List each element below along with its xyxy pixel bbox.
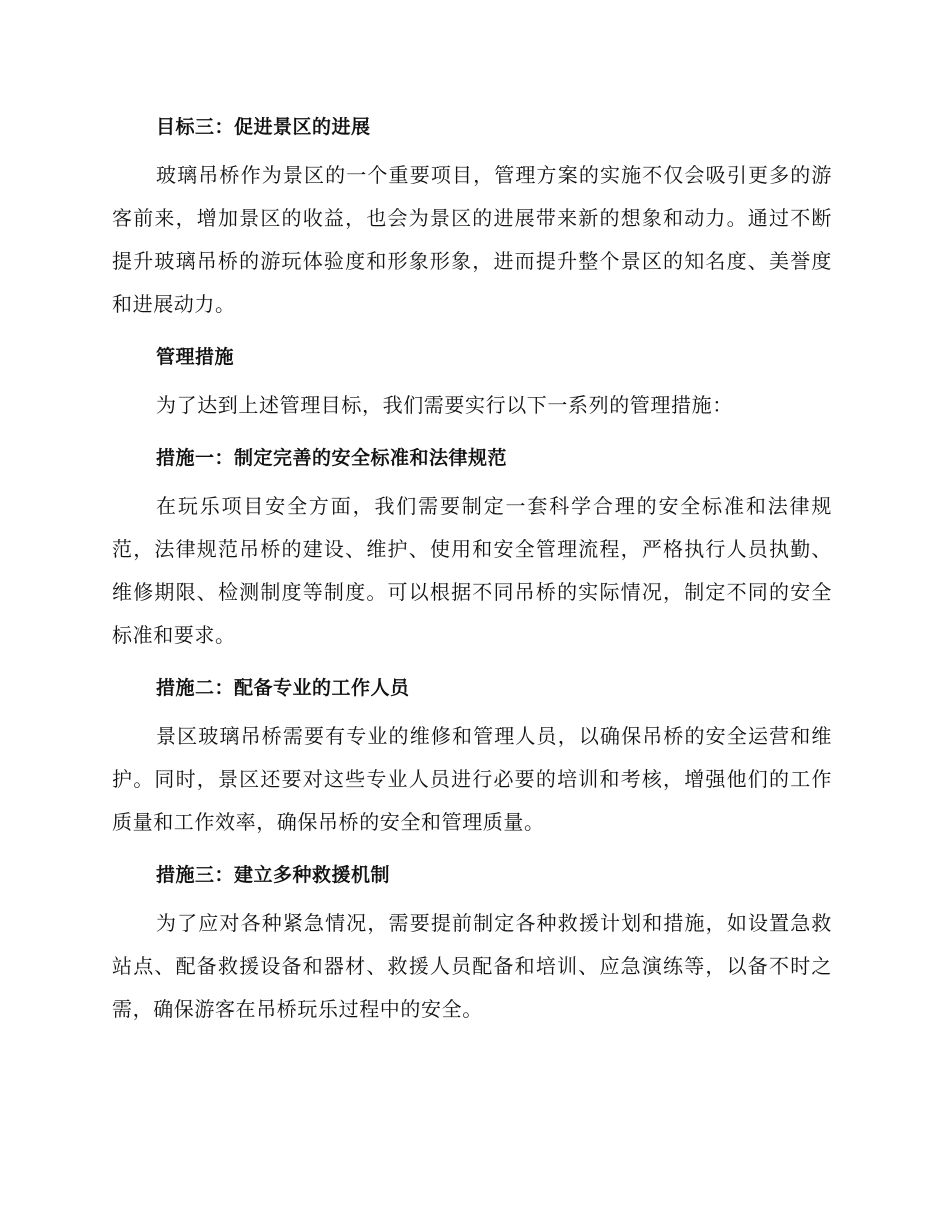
document-page xyxy=(112,108,832,1043)
section-paragraph-measure-one: 在玩乐项目安全方面，我们需要制定一套科学合理的安全标准和法律规范，法律规范吊桥的建设、维护、使用和安全管理流程，严格执行人员执勤、维修期限、检测制度等制度。可以根据不同吊桥的实际情况，制定不同的安全标准和要求。 xyxy=(112,494,832,647)
section-paragraph-measure-two: 景区玻璃吊桥需要有专业的维修和管理人员，以确保吊桥的安全运营和维护。同时，景区还要对这些专业人员进行必要的培训和考核，增强他们的工作质量和工作效率，确保吊桥的安全和管理质量。 xyxy=(112,724,832,834)
section-heading-management-measures: 管理措施 xyxy=(156,346,235,368)
section-paragraph-measure-three: 为了应对各种紧急情况，需要提前制定各种救援计划和措施，如设置急救站点、配备救援设备和器材、救援人员配备和培训、应急演练等，以备不时之需，确保游客在吊桥玩乐过程中的安全。 xyxy=(112,911,832,1021)
section-heading-measure-two: 措施二：配备专业的工作人员 xyxy=(156,677,410,699)
section-heading-measure-one: 措施一：制定完善的安全标准和法律规范 xyxy=(156,447,508,469)
section-heading-measure-three: 措施三：建立多种救援机制 xyxy=(156,864,391,886)
section-paragraph-management-measures: 为了达到上述管理目标，我们需要实行以下一系列的管理措施： xyxy=(156,393,733,417)
section-paragraph-goal-three: 玻璃吊桥作为景区的一个重要项目，管理方案的实施不仅会吸引更多的游客前来，增加景区的收益，也会为景区的进展带来新的想象和动力。通过不断提升玻璃吊桥的游玩体验度和形象形象，进而提升整个景区的知名度、美誉度和进展动力。 xyxy=(112,163,832,316)
section-heading-goal-three: 目标三：促进景区的进展 xyxy=(156,116,371,138)
